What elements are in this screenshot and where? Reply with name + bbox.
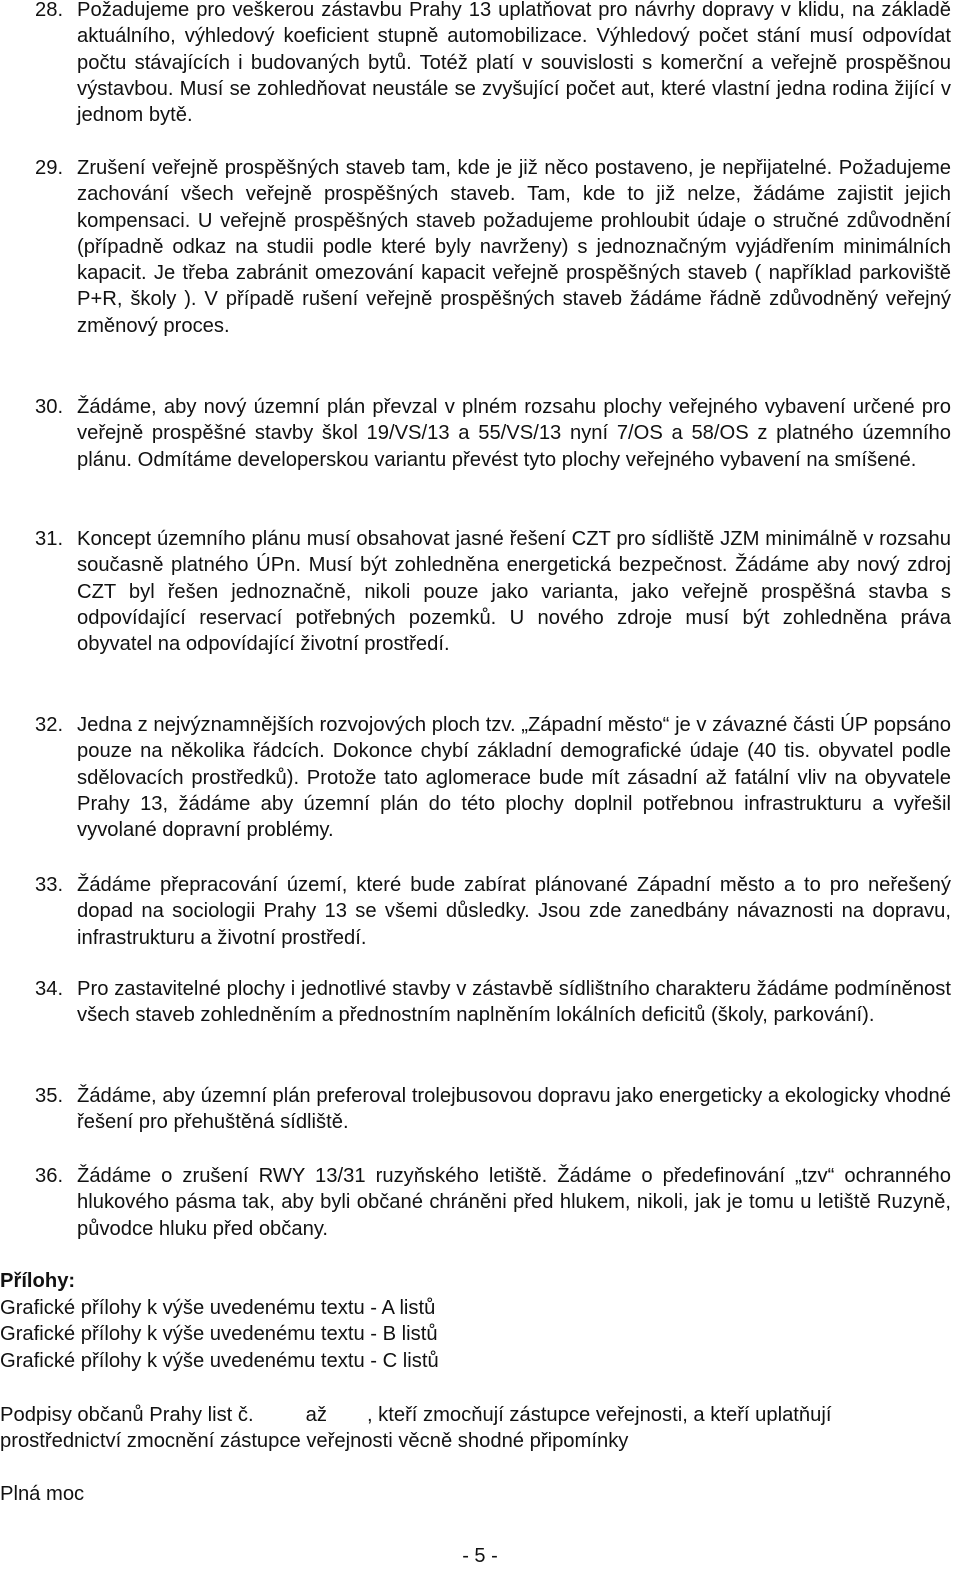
item-number: 29. (35, 157, 64, 179)
item-number: 30. (35, 396, 64, 418)
list-item-32 (35, 712, 951, 843)
list-item-28 (35, 0, 951, 128)
item-text: Koncept územního plánu musí obsahovat jasné řešení CZT pro sídliště JZM minimálně v rozsahu současně platného ÚPn. Musí být zohledněna energetická bezpečnost. Žádáme aby nový zdroj CZT byl řešen jednoznačně, nikoli pouze jako varianta, jako veřejně prospěšná stavba s odpovídající reservací potřebných pozemků. U nového zdroje musí být zohledněna práva obyvatel na odpovídající životní prostředí. (77, 528, 951, 656)
attachment-line-a: Grafické přílohy k výše uvedenému textu - A listů (0, 1297, 436, 1319)
signatures-part2: až (305, 1404, 327, 1426)
item-number: 36. (35, 1165, 64, 1187)
item-number: 32. (35, 714, 64, 736)
power-of-attorney: Plná moc (0, 1483, 85, 1505)
list-item-36 (35, 1163, 951, 1242)
item-number: 31. (35, 528, 64, 550)
list-item-35 (35, 1083, 951, 1136)
item-text: Pro zastavitelné plochy i jednotlivé stavby v zástavbě sídlištního charakteru žádáme podmíněnost všech staveb zohledněním a přednostním naplněním lokálních deficitů (školy, parkování). (77, 978, 951, 1027)
item-number: 34. (35, 978, 64, 1000)
item-text: Zrušení veřejně prospěšných staveb tam, kde je již něco postaveno, je nepřijatelné. Požadujeme zachování všech veřejně prospěšných staveb. Tam, kde to již nelze, žádáme zajistit jejich kompensaci. U veřejně prospěšných staveb požadujeme prohloubit údaje o stručné zdůvodnění (případně odkaz na studii podle které byly navrženy) s jednoznačným vyjádřením minimálních kapacit. Je třeba zabránit omezování kapacit veřejně prospěšných staveb ( například parkoviště P+R, školy ). V případě rušení veřejně prospěšných staveb žádáme řádně zdůvodněný veřejný změnový proces. (77, 157, 951, 337)
item-number: 35. (35, 1085, 64, 1107)
list-item-31 (35, 526, 951, 657)
attachment-line-b: Grafické přílohy k výše uvedenému textu - B listů (0, 1323, 438, 1345)
attachment-line-c: Grafické přílohy k výše uvedenému textu - C listů (0, 1350, 439, 1372)
list-item-34 (35, 976, 951, 1029)
attachments-heading: Přílohy: (0, 1270, 76, 1292)
list-item-30 (35, 394, 951, 473)
item-text: Žádáme, aby územní plán preferoval trolejbusovou dopravu jako energeticky a ekologicky vhodné řešení pro přehuštěná sídliště. (77, 1085, 951, 1134)
list-item-33 (35, 872, 951, 951)
item-number: 28. (35, 0, 64, 21)
signatures-statement (0, 1402, 955, 1455)
item-text: Požadujeme pro veškerou zástavbu Prahy 13 uplatňovat pro návrhy dopravy v klidu, na základě aktuálního, výhledový koeficient stupně automobilizace. Výhledový počet stání musí odpovídat počtu stávajících i budovaných bytů. Totéž platí v souvislosti s komerční a veřejně prospěšnou výstavbou. Musí se zohledňovat neustále se zvyšující počet aut, které vlastní jedna rodina žijící v jednom bytě. (77, 0, 951, 127)
item-number: 33. (35, 874, 64, 896)
item-text: Jedna z nejvýznamnějších rozvojových ploch tzv. „Západní město“ je v závazné části ÚP popsáno pouze na několika řádcích. Dokonce chybí základní demografické údaje (40 tis. obyvatel podle sdělovacích prostředků). Protože tato aglomerace bude mít zásadní až fatální vliv na obyvatele Prahy 13, žádáme aby územní plán do této plochy doplnil potřebnou infrastrukturu a vyřešil vyvolané dopravní problémy. (77, 714, 951, 842)
list-item-29 (35, 155, 951, 339)
signatures-part3: , kteří zmocňují zástupce veřejnosti, a kteří uplatňují prostřednictví zmocnění zástupce veřejnosti věcně shodné připomínky (0, 1404, 832, 1453)
item-text: Žádáme o zrušení RWY 13/31 ruzyňského letiště. Žádáme o předefinování „tzv“ ochranného hlukového pásma tak, aby byli občané chráněni před hlukem, nikoli, jak je tomu u letiště Ruzyně, původce hluku před občany. (77, 1165, 951, 1240)
page-number: - 5 - (462, 1545, 498, 1567)
item-text: Žádáme, aby nový územní plán převzal v plném rozsahu plochy veřejného vybavení určené pro veřejně prospěšné stavby škol 19/VS/13 a 55/VS/13 nyní 7/OS a 58/OS z platného územního plánu. Odmítáme developerskou variantu převést tyto plochy veřejného vybavení na smíšené. (77, 396, 951, 471)
signatures-part1: Podpisy občanů Prahy list č. (0, 1404, 254, 1426)
item-text: Žádáme přepracování území, které bude zabírat plánované Západní město a to pro neřešený dopad na sociologii Prahy 13 se všemi důsledky. Jsou zde zanedbány návaznosti na dopravu, infrastrukturu a životní prostředí. (77, 874, 951, 949)
